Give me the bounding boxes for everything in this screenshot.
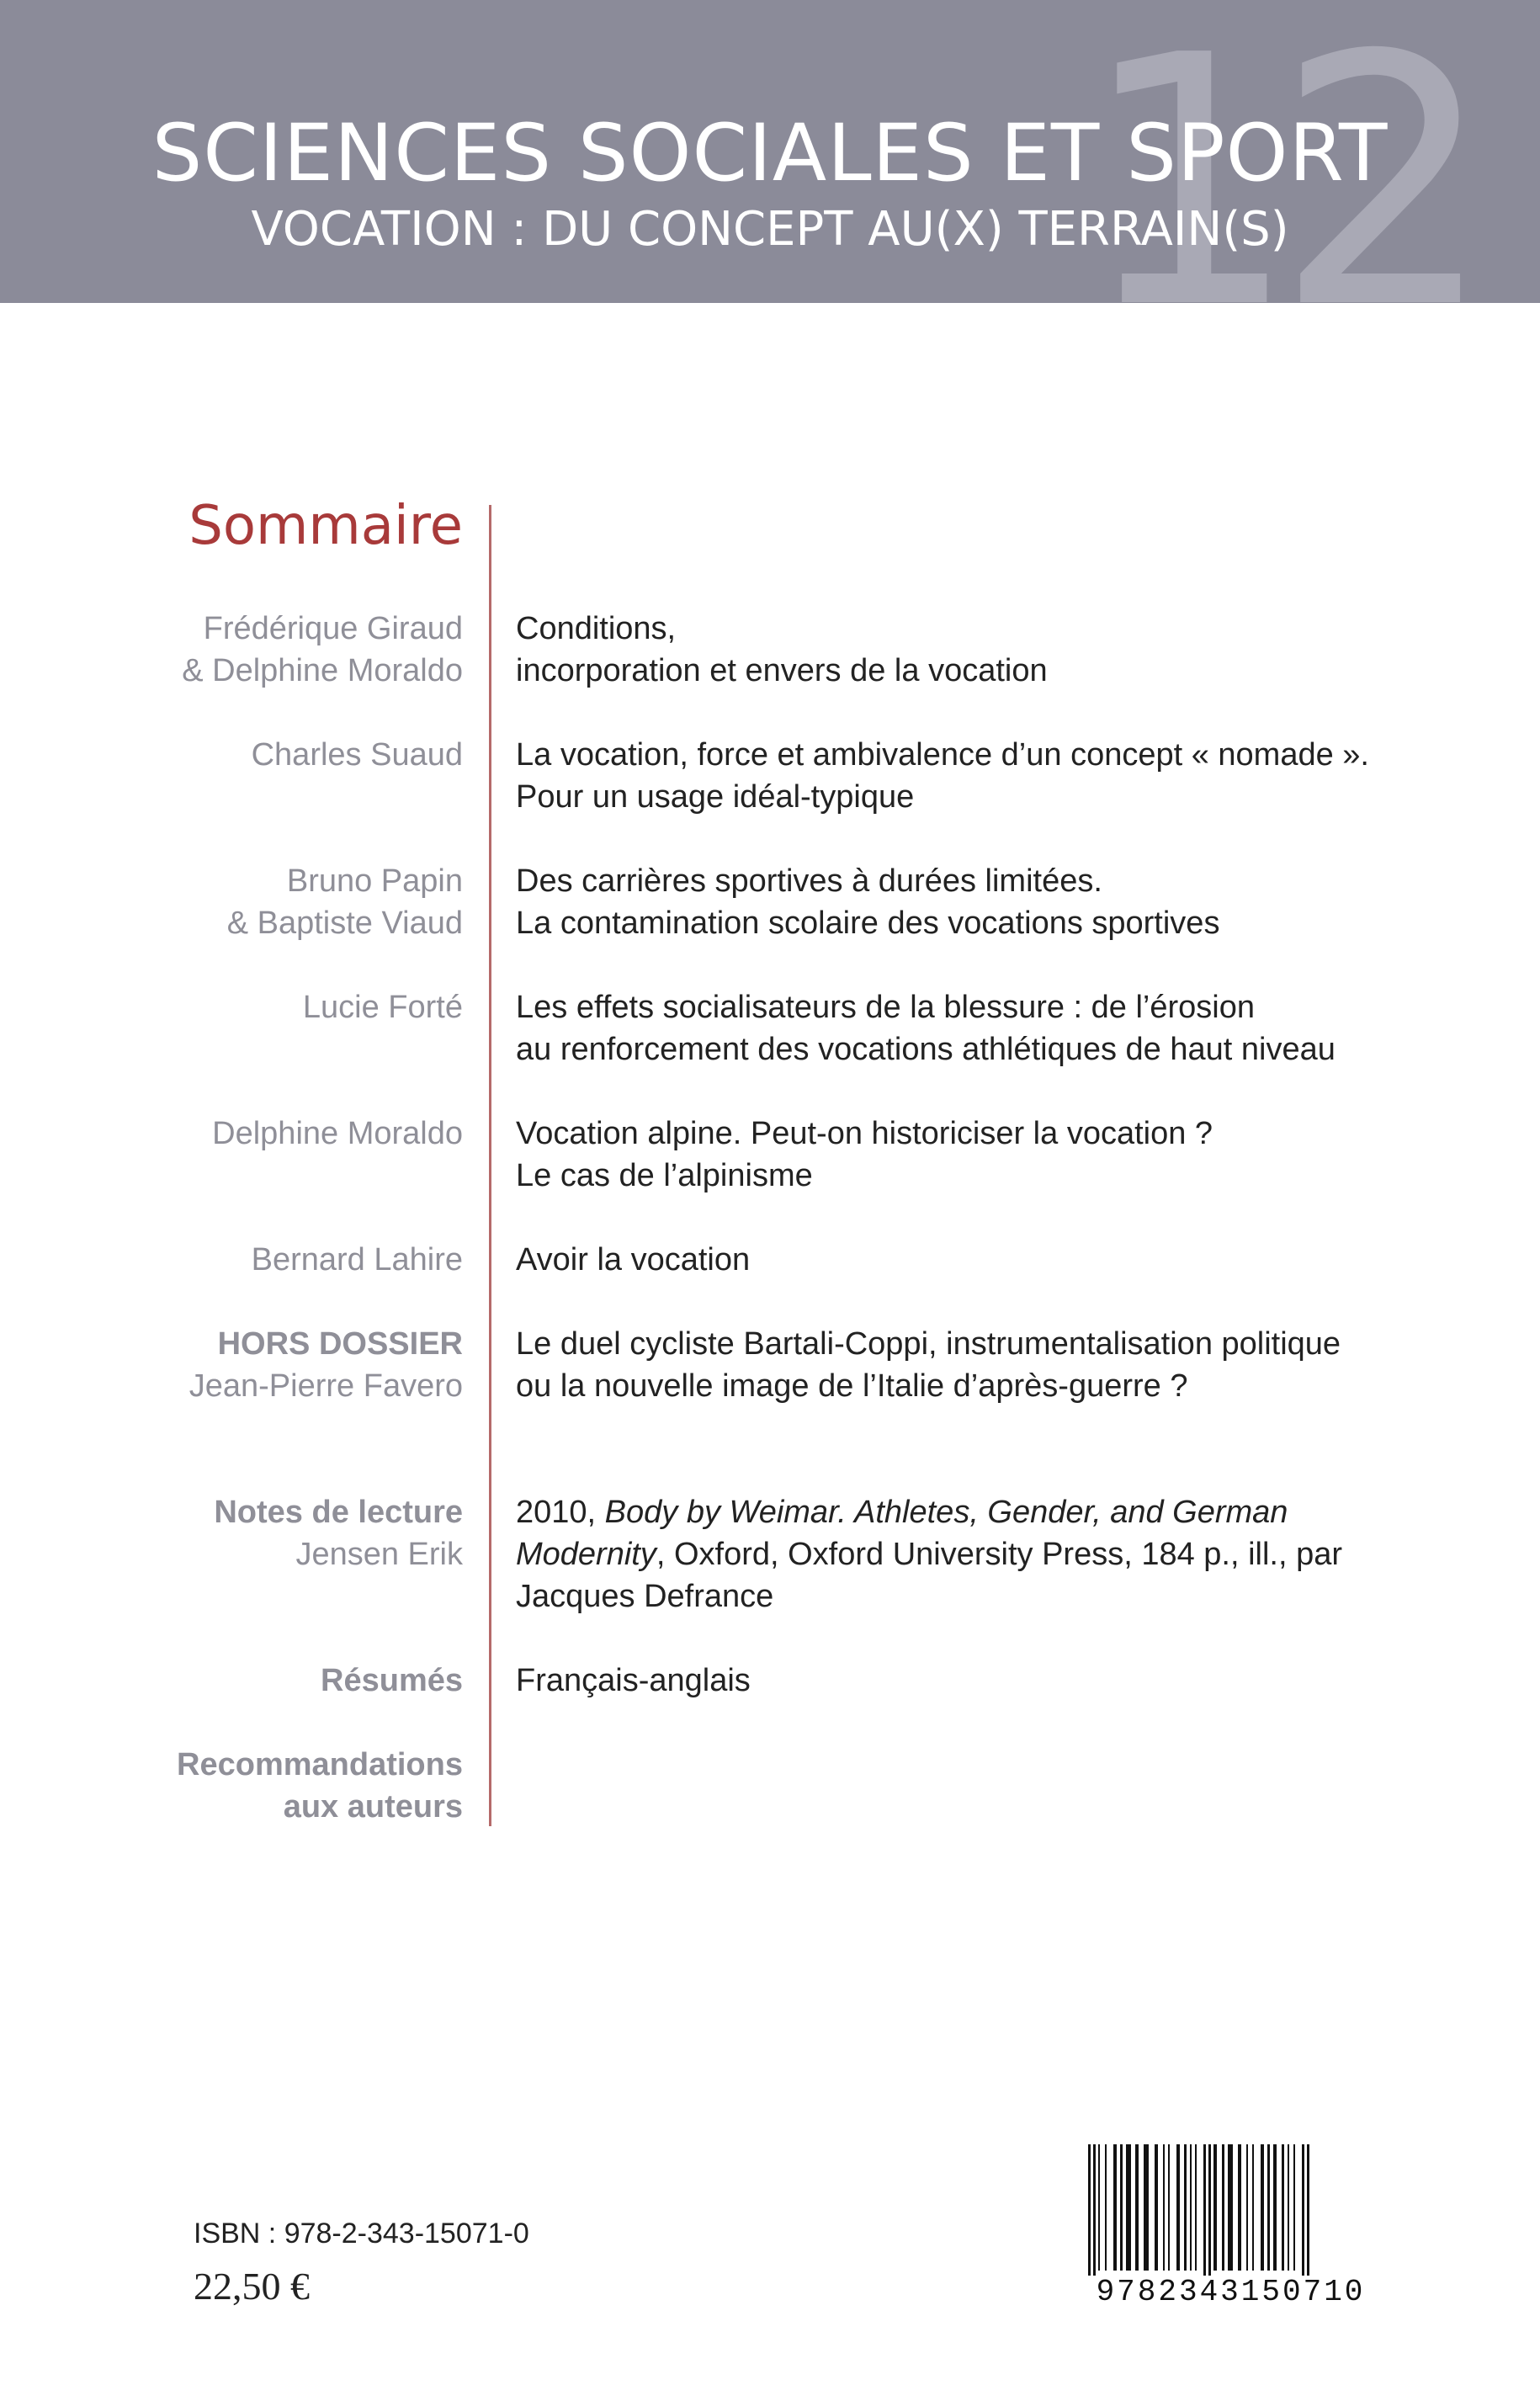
barcode-bar <box>1261 2144 1264 2271</box>
toc-section-label: Notes de lecture <box>214 1495 463 1530</box>
toc-author: & Baptiste Viaud <box>226 906 463 941</box>
reference-year: 2010, <box>516 1495 605 1530</box>
toc-author: Bernard Lahire <box>251 1242 463 1277</box>
toc-section-label: Résumés <box>321 1663 463 1698</box>
toc-author: Bruno Papin <box>286 863 463 899</box>
toc-author: Jensen Erik <box>295 1537 463 1572</box>
toc-entry-authors <box>8 1660 463 1702</box>
barcode-bar <box>1184 2144 1187 2271</box>
barcode-bar <box>1222 2144 1224 2271</box>
barcode-bar <box>1282 2144 1284 2271</box>
issue-subtitle: VOCATION : DU CONCEPT AU(X) TERRAIN(S) <box>251 202 1289 257</box>
barcode-bar <box>1252 2144 1254 2271</box>
barcode-bar <box>1288 2144 1289 2271</box>
toc-title-line: Des carrières sportives à durées limitées. <box>516 863 1102 899</box>
barcode-bar <box>1144 2144 1149 2271</box>
toc-title-line: Jacques Defrance <box>516 1579 774 1614</box>
toc-entry-authors <box>8 1491 463 1575</box>
toc-author: & Delphine Moraldo <box>182 653 463 688</box>
barcode-bar <box>1213 2144 1217 2271</box>
toc-entry-title <box>516 1660 1484 1702</box>
toc-title-line: Avoir la vocation <box>516 1242 751 1277</box>
toc-entry-title <box>516 1239 1484 1281</box>
barcode-bar <box>1093 2144 1096 2289</box>
sommaire-heading: Sommaire <box>189 495 463 557</box>
toc-entry-title <box>516 986 1484 1070</box>
toc-title-line: La vocation, force et ambivalence d’un concept « nomade ». <box>516 737 1369 773</box>
barcode-bar <box>1163 2144 1165 2271</box>
toc-entry-title <box>516 1113 1484 1197</box>
barcode-number: 9782343150710 <box>1081 2276 1380 2309</box>
toc-title-line: au renforcement des vocations athlétiques de haut niveau <box>516 1032 1336 1067</box>
toc-entry-authors <box>8 1113 463 1155</box>
toc-entry-authors <box>8 734 463 776</box>
barcode-bar <box>1113 2144 1117 2271</box>
barcode-bar <box>1105 2144 1107 2271</box>
toc-entry-title <box>516 1323 1484 1407</box>
toc-author: Frédérique Giraud <box>203 611 463 646</box>
toc-title-line: Vocation alpine. Peut-on historiciser la vocation ? <box>516 1116 1213 1151</box>
toc-entry-title <box>516 734 1484 818</box>
barcode-bar <box>1228 2144 1233 2271</box>
barcode-bar <box>1190 2144 1192 2271</box>
toc-title-line <box>516 1533 1484 1575</box>
barcode-bar <box>1088 2144 1091 2289</box>
toc-author: Jean-Pierre Favero <box>189 1368 463 1404</box>
toc-title-line: Conditions, <box>516 611 677 646</box>
barcode-bar <box>1168 2144 1170 2271</box>
reference-publisher: , Oxford, Oxford University Press, 184 p., ill., par <box>656 1537 1343 1572</box>
barcode-bar <box>1238 2144 1241 2271</box>
reference-book-title: Body by Weimar. Athletes, Gender, and German <box>604 1495 1288 1530</box>
toc-section-label: aux auteurs <box>283 1789 463 1825</box>
toc-section-label: HORS DOSSIER <box>217 1326 463 1362</box>
barcode-bar <box>1203 2144 1206 2289</box>
toc-entry-title <box>516 860 1484 944</box>
barcode-bar <box>1098 2144 1100 2271</box>
toc-title-line: incorporation et envers de la vocation <box>516 653 1048 688</box>
barcode-bar <box>1126 2144 1131 2271</box>
toc-entry-authors <box>8 608 463 692</box>
toc-author: Charles Suaud <box>251 737 463 773</box>
toc-entry-authors <box>8 860 463 944</box>
toc-title-line: ou la nouvelle image de l’Italie d’après-guerre ? <box>516 1368 1188 1404</box>
toc-section-label: Recommandations <box>177 1747 463 1782</box>
barcode-bar <box>1293 2144 1295 2271</box>
barcode-bar <box>1135 2144 1139 2271</box>
barcode-bar <box>1273 2144 1277 2271</box>
sommaire-divider <box>489 505 491 1826</box>
barcode-bar <box>1120 2144 1123 2271</box>
toc-entry-authors <box>8 1239 463 1281</box>
toc-title-line <box>516 1491 1484 1533</box>
barcode-bar <box>1267 2144 1270 2271</box>
toc-title-line: Les effets socialisateurs de la blessure : de l’érosion <box>516 990 1256 1025</box>
toc-title-line: Pour un usage idéal-typique <box>516 779 915 815</box>
barcode-bar <box>1176 2144 1180 2271</box>
price: 22,50 € <box>194 2265 310 2308</box>
toc-entry-authors <box>8 1744 463 1828</box>
barcode-bar <box>1307 2144 1309 2289</box>
barcode <box>1081 2144 1380 2296</box>
issue-number: 12 <box>1079 0 1471 384</box>
barcode-bar <box>1302 2144 1304 2289</box>
toc-entry-authors <box>8 986 463 1028</box>
barcode-bar <box>1208 2144 1211 2289</box>
toc-entry-title <box>516 608 1484 692</box>
barcode-bar <box>1155 2144 1158 2271</box>
barcode-bar <box>1246 2144 1248 2271</box>
toc-title-line: La contamination scolaire des vocations sportives <box>516 906 1220 941</box>
barcode-bars <box>1081 2144 1380 2296</box>
toc-title-line: Le duel cycliste Bartali-Coppi, instrumentalisation politique <box>516 1326 1341 1362</box>
toc-entry-title <box>516 1491 1484 1617</box>
toc-author: Lucie Forté <box>302 990 463 1025</box>
isbn: ISBN : 978-2-343-15071-0 <box>194 2218 529 2250</box>
barcode-bar <box>1195 2144 1197 2271</box>
reference-book-title: Modernity <box>516 1537 656 1572</box>
toc-title-line: Le cas de l’alpinisme <box>516 1158 813 1193</box>
journal-title: SCIENCES SOCIALES ET SPORT <box>151 108 1389 199</box>
toc-entry-authors <box>8 1323 463 1407</box>
toc-title-line: Français-anglais <box>516 1663 751 1698</box>
toc-author: Delphine Moraldo <box>212 1116 463 1151</box>
